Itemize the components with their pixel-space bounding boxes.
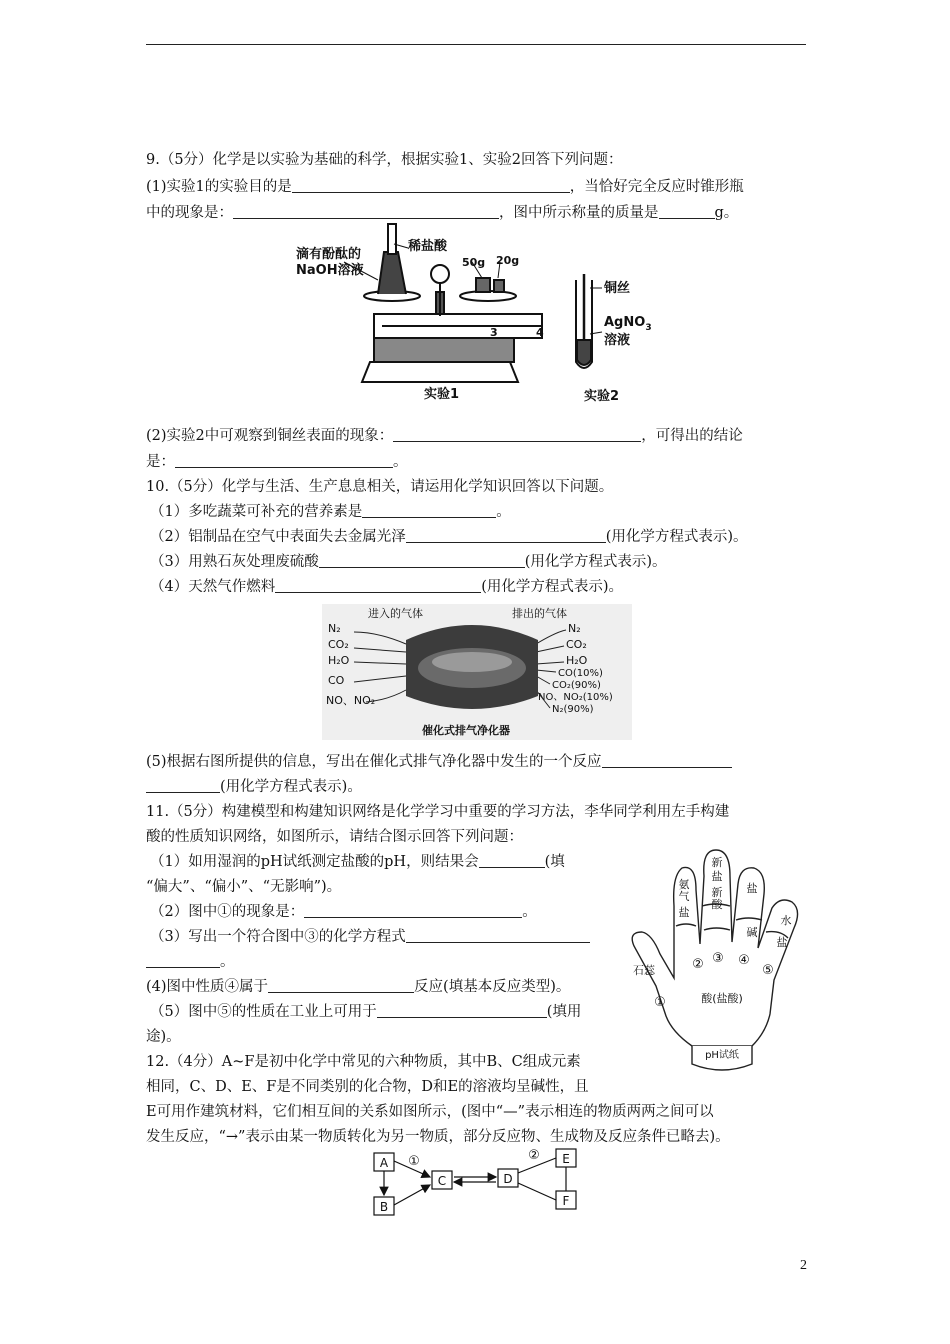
q10-part5-line1: (5)根据右图所提供的信息，写出在催化式排气净化器中发生的一个反应 xyxy=(146,752,732,772)
q11-part5-line2: 途)。 xyxy=(146,1029,181,1045)
header-rule xyxy=(146,44,806,45)
answer-blank[interactable] xyxy=(275,578,481,593)
q11-part3-line1: （3）写出一个符合图中③的化学方程式 xyxy=(150,927,590,947)
palm-label: 酸(盐酸) xyxy=(701,992,743,1005)
q11-part1-line2: “偏大”、“偏小”、“无影响”)。 xyxy=(146,879,342,895)
q11-part4: (4)图中性质④属于 反应(填基本反应类型)。 xyxy=(146,979,571,995)
q11-part1-line1: （1）如用湿润的pH试纸测定盐酸的pH，则结果会 (填 xyxy=(150,854,565,870)
q9-stem: 9.（5分）化学是以实验为基础的科学，根据实验1、实验2回答下列问题： xyxy=(146,152,623,168)
q10-part3: （3）用熟石灰处理废硫酸 (用化学方程式表示)。 xyxy=(150,554,667,570)
q12-line4: 发生反应，“→”表示由某一物质转化为另一物质，部分反应物、生成物及反应条件已略去)。 xyxy=(146,1129,730,1145)
q12-line3: E可用作建筑材料，它们相互间的关系如图所示，(图中“—”表示相连的物质两两之间可以 xyxy=(146,1104,714,1120)
link-d-f xyxy=(518,1183,556,1200)
answer-blank[interactable] xyxy=(406,528,606,543)
in-gas-co2: CO₂ xyxy=(328,638,349,651)
relationship-diagram xyxy=(368,1145,588,1219)
out-gas-nox-10: NO、NO₂(10%) xyxy=(538,692,613,703)
weight-20g xyxy=(494,280,504,292)
in-gas-nox: NO、NO₂ xyxy=(326,694,376,707)
conical-flask xyxy=(378,252,406,294)
label-phenolphthalein: 滴有酚酞的 xyxy=(296,247,362,262)
finger2-char-2: 盐 xyxy=(711,870,723,883)
finger4-char-2: 盐 xyxy=(776,936,788,949)
circle-2: ② xyxy=(692,957,704,972)
q10-part1: （1）多吃蔬菜可补充的营养素是 。 xyxy=(150,504,511,520)
node-b-label: B xyxy=(379,1200,389,1214)
in-gas-n2: N₂ xyxy=(328,622,341,635)
answer-blank[interactable] xyxy=(319,553,525,568)
answer-blank[interactable] xyxy=(146,778,220,793)
thumb-label: 石蕊 xyxy=(633,964,655,977)
q11-part2: （2）图中①的现象是： 。 xyxy=(150,904,537,920)
circle-4: ④ xyxy=(738,953,750,968)
hand-knowledge-network-figure xyxy=(622,846,814,1076)
answer-blank[interactable] xyxy=(146,953,220,968)
wrist-label: pH试纸 xyxy=(705,1050,739,1061)
q12-line2: 相同，C、D、E、F是不同类别的化合物，D和E的溶液均呈碱性，且 xyxy=(146,1079,589,1095)
catalytic-converter-figure xyxy=(322,604,632,740)
q10-part5-line2: (用化学方程式表示)。 xyxy=(146,777,362,797)
arrow-b-to-c xyxy=(394,1185,430,1205)
q10-part4: （4）天然气作燃料 (用化学方程式表示)。 xyxy=(150,579,624,595)
q11-part3-line2: 。 xyxy=(146,952,235,972)
caption-experiment-2: 实验2 xyxy=(584,389,620,404)
finger3-char-1: 盐 xyxy=(746,882,758,895)
q9-part2-line1: (2)实验2中可观察到铜丝表面的现象： ，可得出的结论 xyxy=(146,428,743,444)
q9-part2-line2: 是： 。 xyxy=(146,454,408,470)
finger3-char-2: 碱 xyxy=(746,926,758,939)
out-gas-co: CO(10%) xyxy=(558,668,603,679)
q11-stem-line1: 11.（5分）构建模型和构建知识网络是化学学习中重要的学习方法，李华同学利用左手构建 xyxy=(146,804,730,820)
finger4-char-1: 水 xyxy=(780,914,792,927)
label-copper-wire: 铜丝 xyxy=(604,281,631,296)
scale-mark-4: 4 xyxy=(536,326,544,339)
finger2-char-4: 酸 xyxy=(711,898,723,911)
finger2-char-3: 新 xyxy=(711,886,723,899)
label-solution: 溶液 xyxy=(604,333,631,348)
answer-blank[interactable] xyxy=(393,427,641,442)
balance-base xyxy=(362,362,518,382)
label-intake-gases: 进入的气体 xyxy=(368,607,423,620)
mark-1: ① xyxy=(408,1154,420,1169)
in-gas-co: CO xyxy=(328,674,345,687)
node-a-label: A xyxy=(379,1156,389,1170)
node-c-label: C xyxy=(437,1174,447,1188)
q10-stem: 10.（5分）化学与生活、生产息息相关，请运用化学知识回答以下问题。 xyxy=(146,479,614,495)
q10-part2: （2）铝制品在空气中表面失去金属光泽 (用化学方程式表示)。 xyxy=(150,529,748,545)
scale-mark-3: 3 xyxy=(490,326,498,339)
mark-2: ② xyxy=(528,1148,540,1163)
q11-stem-line2: 酸的性质知识网络，如图所示，请结合图示回答下列问题： xyxy=(146,829,523,845)
out-gas-h2o: H₂O xyxy=(566,654,588,667)
answer-blank[interactable] xyxy=(175,453,393,468)
q9-part1-line1: (1)实验1的实验目的是 ，当恰好完全反应时锥形瓶 xyxy=(146,179,744,195)
answer-blank[interactable] xyxy=(479,853,545,868)
answer-blank[interactable] xyxy=(304,903,522,918)
answer-blank[interactable] xyxy=(362,503,496,518)
page-number: 2 xyxy=(800,1258,807,1273)
label-hcl: 稀盐酸 xyxy=(408,239,448,254)
circle-1: ① xyxy=(654,995,666,1010)
circle-5: ⑤ xyxy=(762,963,774,978)
caption-experiment-1: 实验1 xyxy=(424,387,460,402)
answer-blank[interactable] xyxy=(406,928,590,943)
experiment-figure xyxy=(290,222,650,410)
out-gas-n2: N₂ xyxy=(568,622,581,635)
answer-blank[interactable] xyxy=(602,753,732,768)
node-e-label: E xyxy=(562,1152,570,1166)
label-weight-20g: 20g xyxy=(496,254,520,267)
node-d-label: D xyxy=(503,1172,513,1186)
out-gas-n2-90: N₂(90%) xyxy=(552,704,594,715)
out-gas-co2: CO₂ xyxy=(566,638,587,651)
finger1-char-1: 氨 xyxy=(678,878,690,891)
finger1-char-3: 盐 xyxy=(678,906,690,919)
out-gas-co2-90: CO₂(90%) xyxy=(552,680,601,691)
in-gas-h2o: H₂O xyxy=(328,654,350,667)
circle-3: ③ xyxy=(712,951,724,966)
label-exhaust-gases: 排出的气体 xyxy=(512,607,567,620)
label-naoh: NaOH溶液 xyxy=(296,263,364,278)
caption-catalytic-converter: 催化式排气净化器 xyxy=(422,724,510,737)
answer-blank[interactable] xyxy=(233,204,499,219)
label-weight-50g: 50g xyxy=(462,256,486,269)
answer-blank[interactable] xyxy=(659,204,715,219)
q11-part5-line1: （5）图中⑤的性质在工业上可用于 (填用 xyxy=(150,1004,582,1020)
finger1-char-2: 气 xyxy=(678,890,690,903)
label-agno3: AgNO$_3$ xyxy=(604,315,652,333)
dropper xyxy=(388,224,396,254)
node-f-label: F xyxy=(562,1194,570,1208)
answer-blank[interactable] xyxy=(377,1003,547,1018)
weight-50g xyxy=(476,278,490,292)
finger2-char-1: 新 xyxy=(711,856,723,869)
answer-blank[interactable] xyxy=(292,178,570,193)
answer-blank[interactable] xyxy=(268,978,414,993)
balance-pointer-knob xyxy=(431,265,449,283)
q12-line1: 12.（4分）A~F是初中化学中常见的六种物质，其中B、C组成元素 xyxy=(146,1054,581,1070)
q9-part1-line2: 中的现象是： ，图中所示称量的质量是 g。 xyxy=(146,205,739,221)
